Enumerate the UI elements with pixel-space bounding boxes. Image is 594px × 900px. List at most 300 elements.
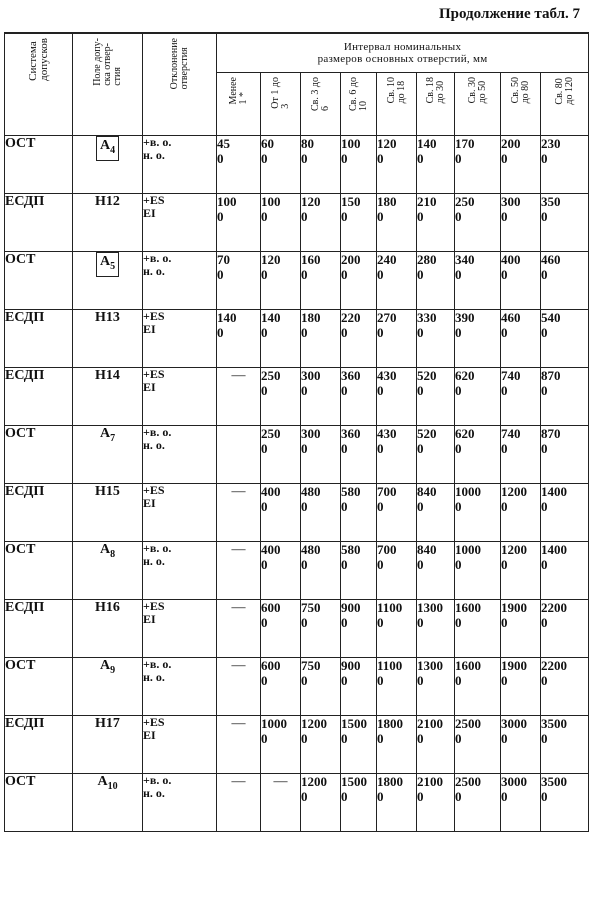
cell-value [341,310,377,368]
deviation-upper: +в. о. [143,773,172,787]
value-upper: 430 [377,368,397,383]
value-lower: 0 [501,789,508,804]
deviation-lower: EI [143,322,156,336]
value-upper: 3000 [501,716,527,731]
cell-value [501,658,541,716]
value-upper: 180 [301,310,321,325]
cell-value [377,136,417,194]
field-symbol [95,368,120,383]
cell-value [301,774,341,832]
deviation-lower: н. о. [143,148,165,162]
value-upper: 360 [341,426,361,441]
cell-value [217,252,261,310]
cell-value [455,368,501,426]
field-symbol [96,136,119,161]
cell-value [217,136,261,194]
cell-field [73,774,143,832]
value-lower: 0 [541,383,548,398]
cell-value [341,484,377,542]
value-upper: 430 [377,426,397,441]
cell-deviation [143,484,217,542]
cell-value [541,600,589,658]
value-upper: 300 [301,426,321,441]
cell-value [301,310,341,368]
value-upper: 140 [217,310,237,325]
cell-deviation [143,426,217,484]
table-body [5,136,589,832]
header-field-label: Поле допу- ска отвер- стия [91,38,123,86]
deviation-upper: +в. о. [143,657,172,671]
header-interval-5 [417,73,455,136]
value-lower: 0 [541,267,548,282]
cell-dash: — [217,774,261,832]
cell-system: ОСТ [5,252,73,310]
value-lower: 0 [341,325,348,340]
deviation-lower: EI [143,380,156,394]
cell-field [73,368,143,426]
value-lower: 0 [501,673,508,688]
cell-deviation [143,368,217,426]
cell-value [377,542,417,600]
header-interval-4 [377,73,417,136]
cell-value [501,426,541,484]
header-interval-6 [455,73,501,136]
value-upper: 250 [261,426,281,441]
cell-value [261,542,301,600]
value-lower: 0 [501,615,508,630]
value-upper: 1200 [301,716,327,731]
value-lower: 0 [377,615,384,630]
value-lower: 0 [261,151,268,166]
cell-dash: — [217,368,261,426]
value-lower: 0 [541,499,548,514]
cell-field [73,194,143,252]
value-lower: 0 [217,151,224,166]
cell-value [417,194,455,252]
value-upper: 100 [217,194,237,209]
header-system [5,33,73,136]
header-interval-label: Св. 18 до 30 [424,77,446,104]
cell-field [73,716,143,774]
value-upper: 1200 [301,774,327,789]
cell-value [541,194,589,252]
cell-system: ЕСДП [5,600,73,658]
value-upper: 2500 [455,716,481,731]
value-lower: 0 [261,731,268,746]
cell-value [417,310,455,368]
cell-value [301,368,341,426]
value-lower: 0 [541,731,548,746]
cell-value [377,252,417,310]
cell-value [217,310,261,368]
value-lower: 0 [261,499,268,514]
value-lower: 0 [455,441,462,456]
value-lower: 0 [541,789,548,804]
field-symbol [95,484,120,499]
cell-value [261,658,301,716]
value-lower: 0 [541,209,548,224]
value-upper: 160 [301,252,321,267]
deviation-upper: +ES [143,367,165,381]
value-lower: 0 [455,731,462,746]
cell-field [73,252,143,310]
cell-value [301,542,341,600]
header-interval-2 [301,73,341,136]
value-upper: 340 [455,252,475,267]
deviation-lower: EI [143,728,156,742]
cell-value [341,542,377,600]
value-lower: 0 [501,441,508,456]
value-lower: 0 [417,325,424,340]
cell-value [417,484,455,542]
value-lower: 0 [301,441,308,456]
field-symbol [95,716,120,731]
cell-system: ОСТ [5,136,73,194]
cell-value [341,658,377,716]
cell-value [377,600,417,658]
cell-value [501,542,541,600]
value-upper: 740 [501,368,521,383]
cell-value [417,136,455,194]
value-lower: 0 [377,267,384,282]
value-lower: 0 [301,267,308,282]
cell-deviation [143,252,217,310]
value-upper: 620 [455,368,475,383]
cell-field [73,136,143,194]
cell-value [417,252,455,310]
cell-value [341,252,377,310]
field-letter: H13 [95,310,120,325]
value-upper: 840 [417,542,437,557]
value-upper: 2100 [417,774,443,789]
field-letter: H12 [95,194,120,209]
field-symbol [95,600,120,615]
field-letter: H17 [95,716,120,731]
value-lower: 0 [455,789,462,804]
value-upper: 250 [261,368,281,383]
value-lower: 0 [377,383,384,398]
value-upper: 210 [417,194,437,209]
cell-dash: — [261,774,301,832]
value-lower: 0 [261,441,268,456]
cell-value [501,484,541,542]
header-interval-title-text: Интервал номинальных размеров основных отверстий, мм [317,41,488,65]
cell-value [377,310,417,368]
value-lower: 0 [417,441,424,456]
value-upper: 700 [377,542,397,557]
cell-field [73,426,143,484]
value-lower: 0 [377,557,384,572]
value-lower: 0 [417,673,424,688]
header-interval-title [217,33,589,73]
value-lower: 0 [301,383,308,398]
value-lower: 0 [301,731,308,746]
cell-deviation [143,194,217,252]
value-lower: 0 [455,615,462,630]
value-upper: 80 [301,136,314,151]
header-interval-7 [501,73,541,136]
cell-dash: — [217,658,261,716]
cell-value [541,426,589,484]
cell-value [455,426,501,484]
cell-value [455,542,501,600]
value-lower: 0 [541,441,548,456]
field-letter: A [97,774,108,789]
value-upper: 400 [261,484,281,499]
cell-field [73,542,143,600]
header-interval-label: От 1 до 3 [269,77,291,109]
value-lower: 0 [341,209,348,224]
table-row [5,426,589,484]
value-upper: 2200 [541,600,567,615]
table-caption: Продолжение табл. 7 [438,6,580,22]
value-upper: 120 [301,194,321,209]
value-lower: 0 [417,789,424,804]
cell-field [73,658,143,716]
cell-value [501,252,541,310]
cell-value [541,368,589,426]
field-subscript: 5 [110,260,116,272]
value-lower: 0 [455,267,462,282]
field-subscript: 4 [110,144,116,156]
header-interval-0 [217,73,261,136]
value-lower: 0 [417,731,424,746]
header-interval-label: Св. 30 до 50 [466,77,488,104]
value-upper: 460 [501,310,521,325]
value-upper: 1300 [417,600,443,615]
tolerance-table [4,32,589,832]
value-upper: 520 [417,368,437,383]
field-subscript: 7 [110,432,116,444]
cell-value [455,600,501,658]
value-upper: 580 [341,542,361,557]
value-lower: 0 [455,325,462,340]
table-row [5,252,589,310]
value-lower: 0 [377,673,384,688]
cell-value [301,426,341,484]
value-lower: 0 [217,267,224,282]
value-upper: 140 [261,310,281,325]
value-upper: 3500 [541,716,567,731]
cell-value [301,194,341,252]
cell-value [377,716,417,774]
value-upper: 1100 [377,600,403,615]
cell-value [501,716,541,774]
value-lower: 0 [501,267,508,282]
value-upper: 140 [417,136,437,151]
value-lower: 0 [377,325,384,340]
cell-value [501,310,541,368]
value-lower: 0 [341,499,348,514]
field-letter: A [99,542,111,557]
value-lower: 0 [377,789,384,804]
deviation-upper: +в. о. [143,251,172,265]
field-subscript: 9 [110,664,116,676]
value-lower: 0 [501,151,508,166]
cell-value [341,136,377,194]
cell-value [261,368,301,426]
cell-value [341,194,377,252]
cell-value [341,426,377,484]
value-lower: 0 [301,615,308,630]
value-lower: 0 [377,731,384,746]
header-interval-1 [261,73,301,136]
cell-value [501,194,541,252]
value-upper: 1900 [501,658,527,673]
deviation-lower: н. о. [143,670,165,684]
cell-value [377,194,417,252]
table-row [5,194,589,252]
value-upper: 460 [541,252,561,267]
header-interval-label: Св. 50 до 80 [509,77,531,104]
value-lower: 0 [261,383,268,398]
cell-value [217,194,261,252]
cell-value [501,774,541,832]
value-upper: 240 [377,252,397,267]
field-letter: H16 [95,600,120,615]
field-symbol [99,658,116,676]
header-deviation [143,33,217,136]
table-row [5,542,589,600]
deviation-lower: EI [143,496,156,510]
value-upper: 540 [541,310,561,325]
value-lower: 0 [417,209,424,224]
cell-system: ОСТ [5,542,73,600]
value-lower: 0 [417,267,424,282]
cell-value [261,716,301,774]
cell-value [501,368,541,426]
cell-system: ЕСДП [5,310,73,368]
value-lower: 0 [541,557,548,572]
value-lower: 0 [501,209,508,224]
cell-value [417,716,455,774]
table-row [5,716,589,774]
value-lower: 0 [377,441,384,456]
field-subscript: 8 [110,548,116,560]
value-upper: 1500 [341,774,367,789]
field-letter: H15 [95,484,120,499]
value-upper: 1000 [455,542,481,557]
cell-value [217,426,261,484]
deviation-lower: н. о. [143,786,165,800]
value-lower: 0 [541,673,548,688]
value-lower: 0 [455,557,462,572]
cell-dash: — [217,542,261,600]
value-upper: 300 [501,194,521,209]
cell-value [261,252,301,310]
cell-value [261,600,301,658]
value-upper: 280 [417,252,437,267]
field-letter: A [99,138,111,153]
deviation-lower: EI [143,612,156,626]
cell-value [417,426,455,484]
cell-value [261,310,301,368]
value-upper: 360 [341,368,361,383]
value-upper: 400 [501,252,521,267]
value-upper: 1600 [455,600,481,615]
value-lower: 0 [501,731,508,746]
deviation-upper: +ES [143,483,165,497]
value-upper: 840 [417,484,437,499]
value-upper: 600 [261,600,281,615]
value-upper: 330 [417,310,437,325]
value-lower: 0 [501,499,508,514]
cell-system: ОСТ [5,774,73,832]
value-upper: 900 [341,658,361,673]
cell-value [455,194,501,252]
value-lower: 0 [217,209,224,224]
value-upper: 120 [261,252,281,267]
cell-value [341,368,377,426]
value-upper: 2500 [455,774,481,789]
value-lower: 0 [501,383,508,398]
table-row [5,310,589,368]
value-upper: 200 [501,136,521,151]
cell-value [377,658,417,716]
value-upper: 3000 [501,774,527,789]
value-lower: 0 [341,383,348,398]
cell-system: ОСТ [5,426,73,484]
value-lower: 0 [341,673,348,688]
deviation-lower: н. о. [143,554,165,568]
header-deviation-label: Отклонение отверстия [168,38,190,90]
cell-value [261,426,301,484]
value-lower: 0 [341,267,348,282]
header-interval-label: Св. 3 до 6 [309,77,331,111]
value-lower: 0 [501,557,508,572]
cell-value [501,136,541,194]
field-symbol [97,774,118,792]
cell-value [301,252,341,310]
cell-system: ЕСДП [5,716,73,774]
value-upper: 230 [541,136,561,151]
cell-dash: — [217,484,261,542]
cell-field [73,484,143,542]
cell-system: ЕСДП [5,194,73,252]
cell-value [455,774,501,832]
value-lower: 0 [417,615,424,630]
cell-value [455,136,501,194]
value-lower: 0 [341,789,348,804]
value-lower: 0 [261,615,268,630]
value-upper: 350 [541,194,561,209]
cell-value [341,716,377,774]
cell-value [301,600,341,658]
value-lower: 0 [417,557,424,572]
value-lower: 0 [301,325,308,340]
value-lower: 0 [455,209,462,224]
field-letter: A [99,658,111,673]
value-upper: 1400 [541,542,567,557]
cell-value [455,310,501,368]
value-upper: 100 [261,194,281,209]
value-upper: 600 [261,658,281,673]
cell-value [541,716,589,774]
cell-value [301,136,341,194]
cell-value [301,716,341,774]
deviation-lower: н. о. [143,264,165,278]
cell-system: ОСТ [5,658,73,716]
deviation-lower: н. о. [143,438,165,452]
value-upper: 60 [261,136,274,151]
value-upper: 1200 [501,542,527,557]
value-lower: 0 [301,557,308,572]
value-lower: 0 [261,267,268,282]
value-upper: 620 [455,426,475,441]
table-row [5,136,589,194]
value-lower: 0 [377,209,384,224]
cell-deviation [143,310,217,368]
